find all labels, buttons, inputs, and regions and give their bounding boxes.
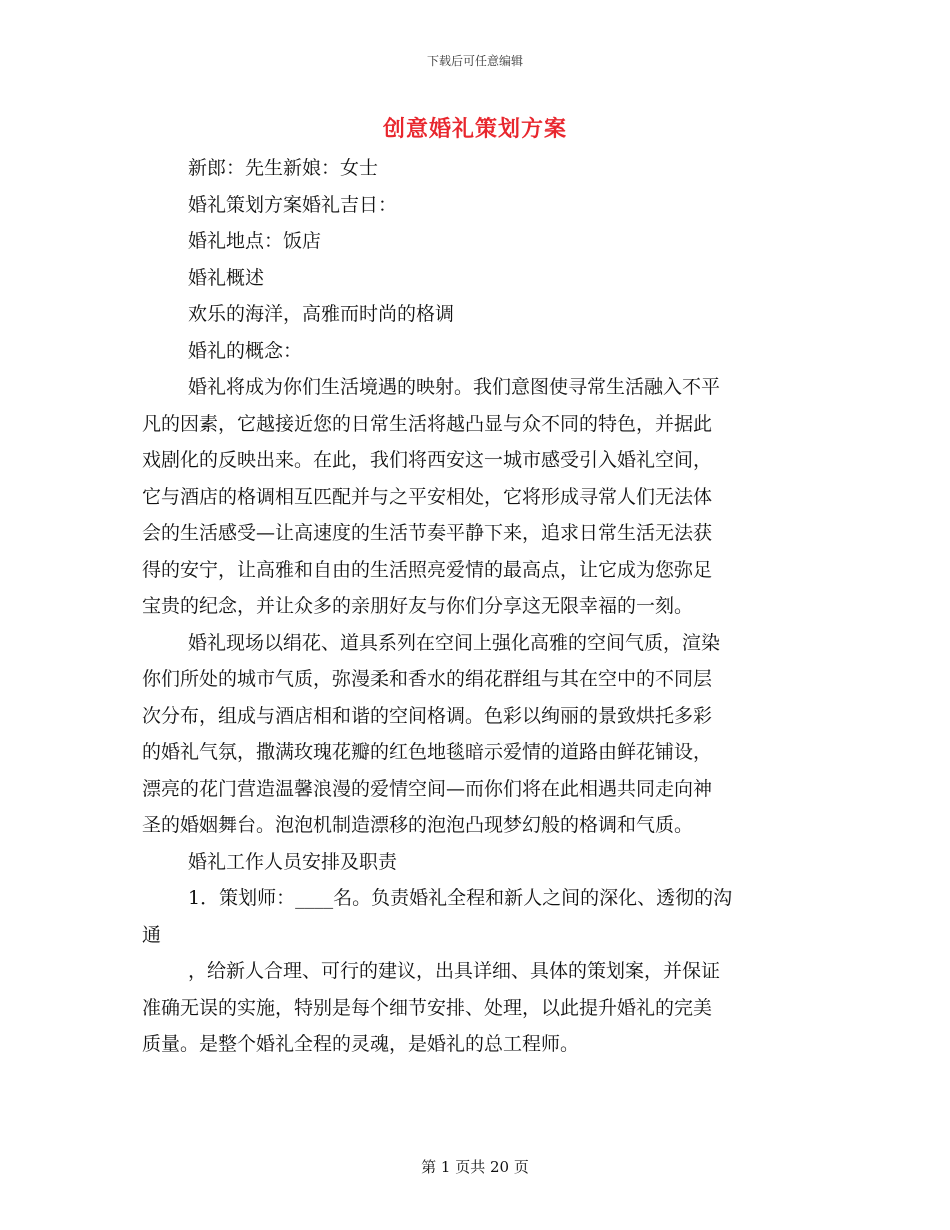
body-line: 它与酒店的格调相互匹配并与之平安相处，它将形成寻常人们无法体 bbox=[142, 485, 713, 508]
body-line: 婚礼现场以绢花、道具系列在空间上强化高雅的空间气质，渲染 bbox=[188, 631, 721, 654]
body-line: 准确无误的实施，特别是每个细节安排、处理，以此提升婚礼的完美 bbox=[142, 996, 713, 1019]
body-line: 你们所处的城市气质，弥漫柔和香水的绢花群组与其在空中的不同层 bbox=[142, 668, 713, 690]
body-line: 凡的因素，它越接近您的日常生活将越凸显与众不同的特色，并据此 bbox=[142, 412, 713, 435]
page-number: 第 1 页共 20 页 bbox=[421, 1158, 529, 1176]
document-body bbox=[142, 150, 807, 1063]
body-line: 次分布，组成与酒店相和谐的空间格调。色彩以绚丽的景致烘托多彩 bbox=[142, 704, 713, 727]
body-line: 婚礼工作人员安排及职责 bbox=[188, 850, 398, 873]
body-line: 会的生活感受—让高速度的生活节奏平静下来，追求日常生活无法获 bbox=[142, 522, 713, 544]
body-line: 婚礼的概念： bbox=[188, 339, 303, 362]
body-line: 漂亮的花门营造温馨浪漫的爱情空间—而你们将在此相遇共同走向神 bbox=[142, 777, 713, 800]
body-line: 宝贵的纪念，并让众多的亲朋好友与你们分享这无限幸福的一刻。 bbox=[142, 595, 694, 617]
body-line: 的婚礼气氛，撒满玫瑰花瓣的红色地毯暗示爱情的道路由鲜花铺设， bbox=[142, 741, 713, 763]
body-line: 得的安宁，让高雅和自由的生活照亮爱情的最高点，让它成为您弥足 bbox=[142, 558, 713, 581]
header-note: 下载后可任意编辑 bbox=[426, 54, 523, 68]
body-line: 圣的婚姻舞台。泡泡机制造漂移的泡泡凸现梦幻般的格调和气质。 bbox=[142, 814, 694, 836]
body-line: 通 bbox=[142, 923, 162, 946]
body-line: ，给新人合理、可行的建议，出具详细、具体的策划案，并保证 bbox=[188, 960, 721, 982]
body-line: 戏剧化的反映出来。在此，我们将西安这一城市感受引入婚礼空间， bbox=[142, 449, 713, 471]
body-line: 婚礼概述 bbox=[188, 266, 265, 289]
body-line: 1．策划师：____名。负责婚礼全程和新人之间的深化、透彻的沟 bbox=[188, 887, 733, 909]
body-line: 新郎：先生新娘：女士 bbox=[188, 157, 379, 179]
body-line: 婚礼策划方案婚礼吉日： bbox=[188, 193, 398, 216]
body-line: 欢乐的海洋，高雅而时尚的格调 bbox=[188, 303, 455, 325]
body-line: 婚礼地点：饭店 bbox=[188, 230, 322, 252]
body-line: 质量。是整个婚礼全程的灵魂，是婚礼的总工程师。 bbox=[142, 1033, 580, 1055]
document-title: 创意婚礼策划方案 bbox=[382, 117, 567, 142]
body-line: 婚礼将成为你们生活境遇的映射。我们意图使寻常生活融入不平 bbox=[188, 376, 721, 398]
